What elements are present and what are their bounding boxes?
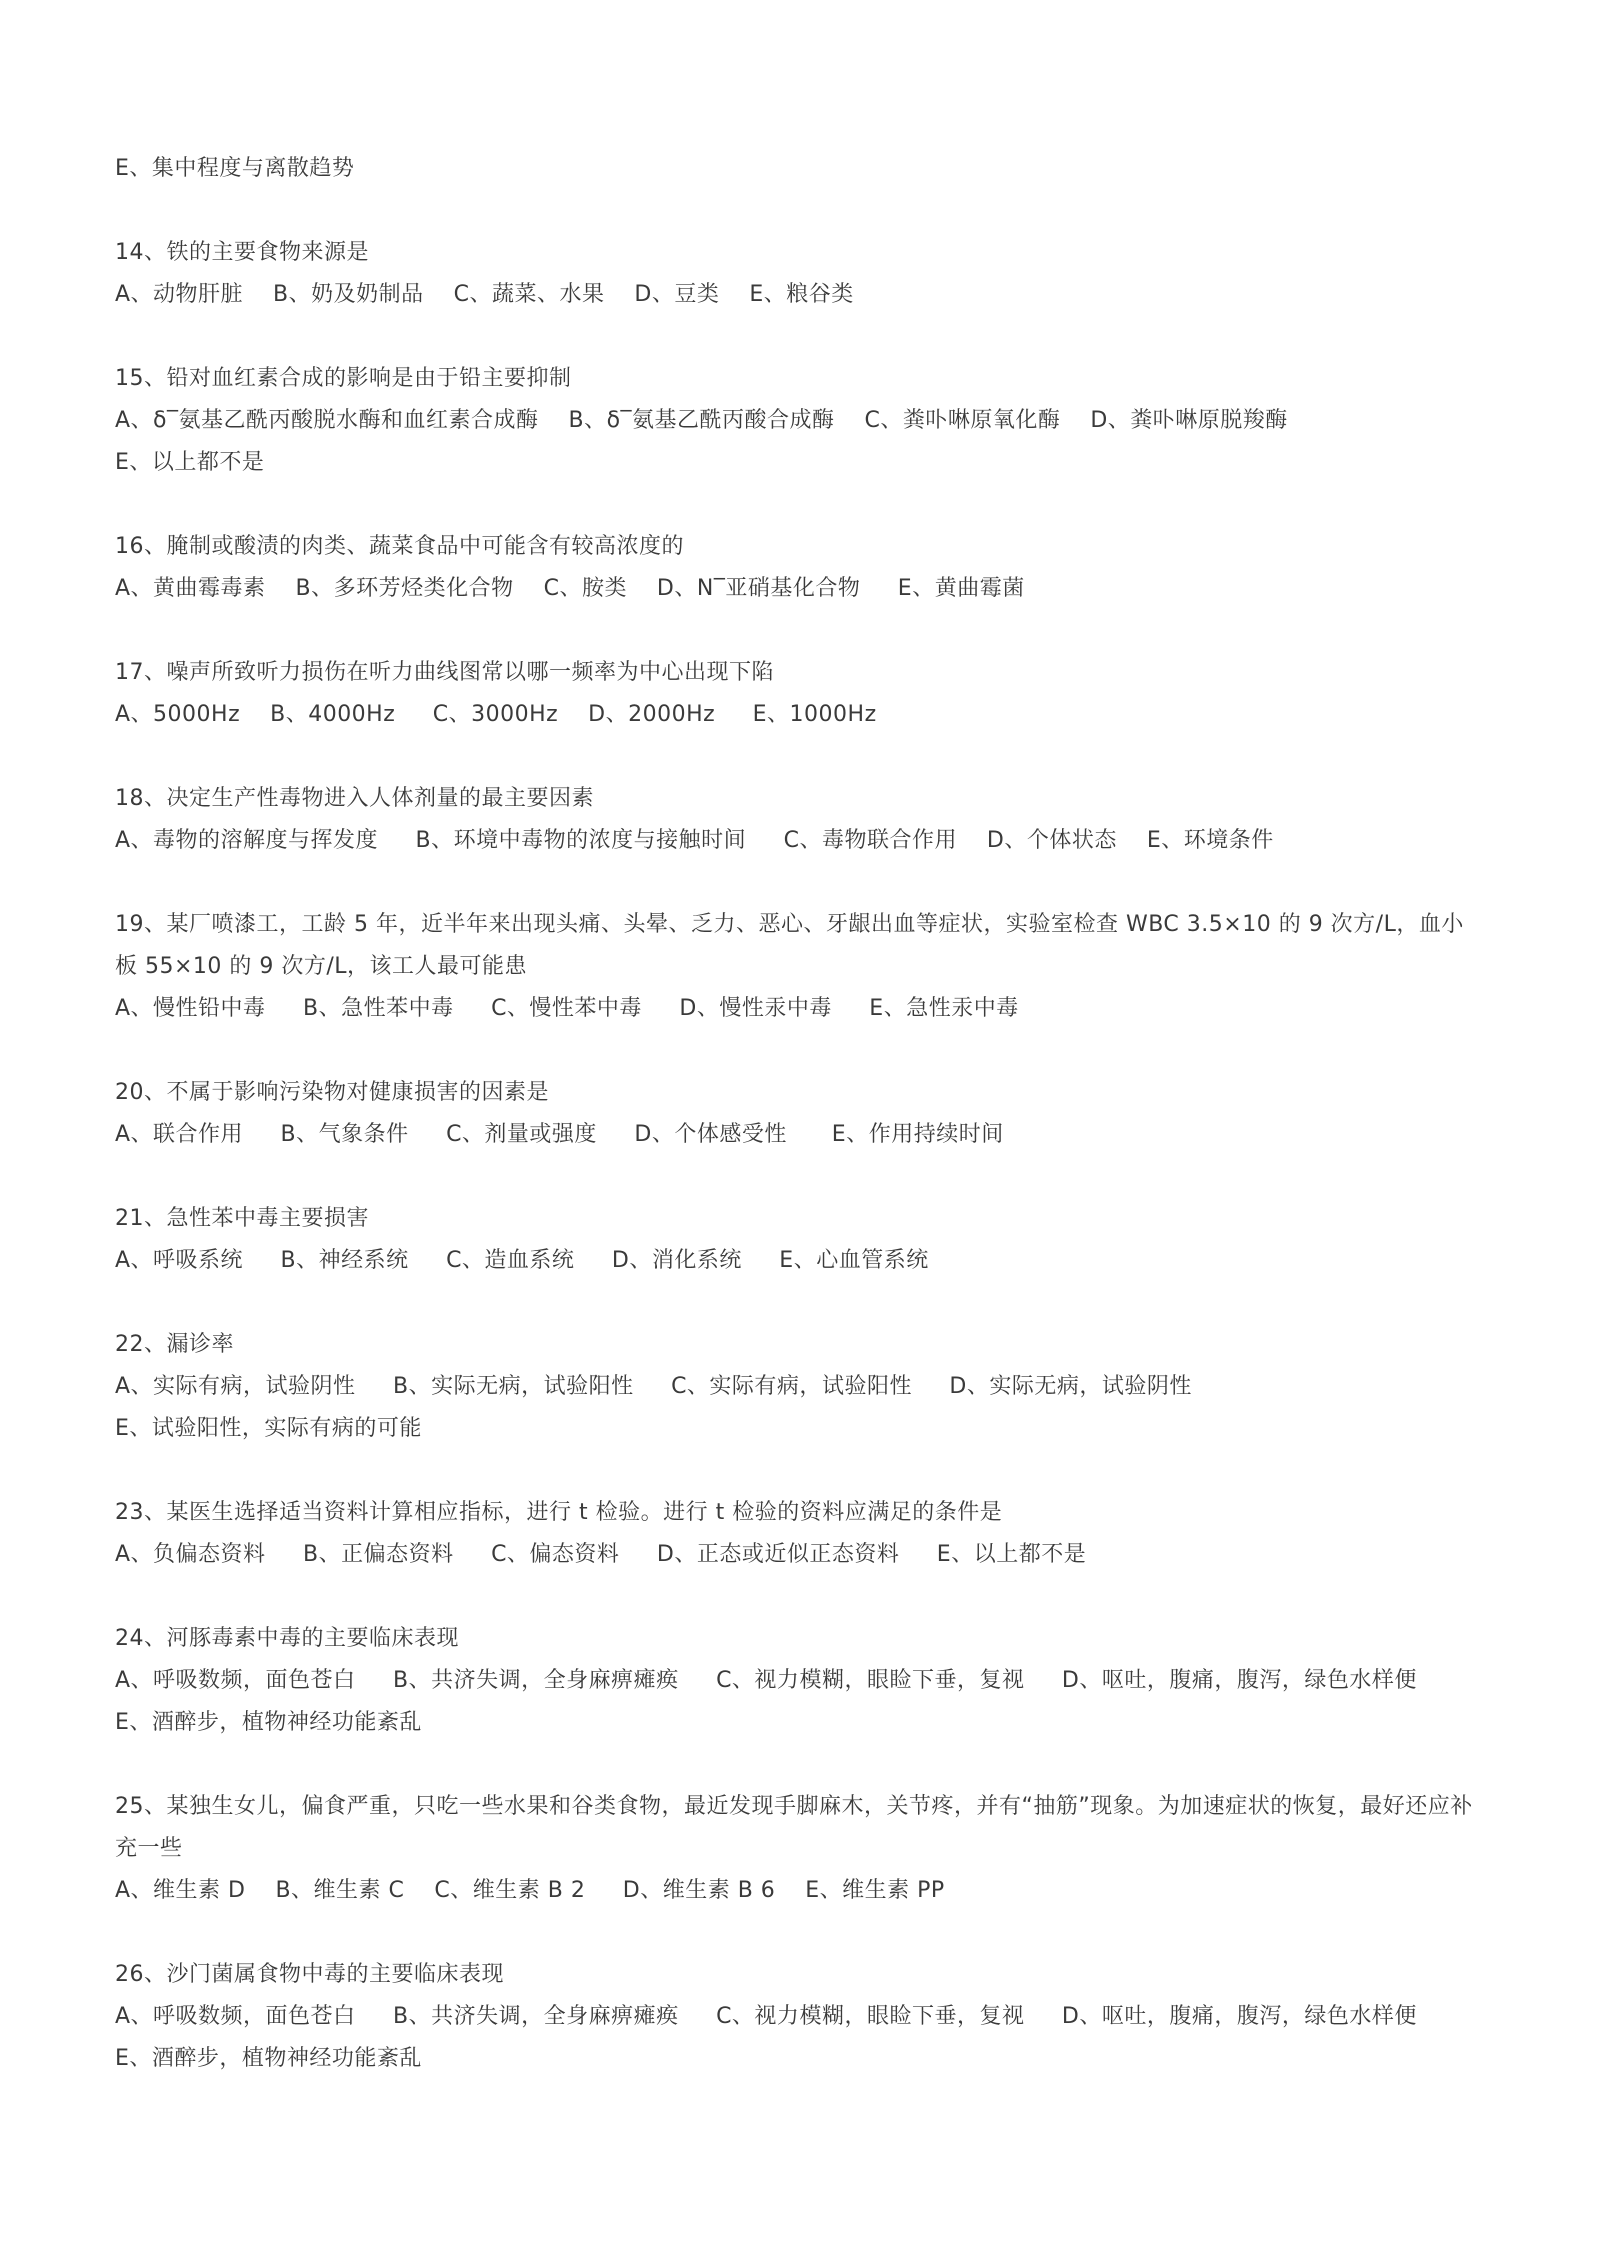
question-block (115, 904, 1495, 1030)
question-block (115, 1324, 1495, 1450)
question-block (115, 778, 1495, 862)
question-stem: 19、某厂喷漆工，工龄 5 年，近半年来出现头痛、头晕、乏力、恶心、牙龈出血等症状，实验室检查 WBC 3.5×10 的 9 次方/L，血小板 55×10 的 9 次方/L，该工人最可能患 (115, 912, 1464, 979)
answer-options-line: E、酒醉步，植物神经功能紊乱 (115, 1710, 422, 1735)
answer-options-line: A、毒物的溶解度与挥发度 B、环境中毒物的浓度与接触时间 C、毒物联合作用 D、个体状态 E、环境条件 (115, 828, 1274, 853)
document-page (115, 148, 1495, 2080)
question-stem: 17、噪声所致听力损伤在听力曲线图常以哪一频率为中心出现下陷 (115, 660, 774, 685)
question-stem: 22、漏诊率 (115, 1332, 234, 1357)
question-stem: 20、不属于影响污染物对健康损害的因素是 (115, 1080, 549, 1105)
answer-options-line: A、黄曲霉毒素 B、多环芳烃类化合物 C、胺类 D、N‾亚硝基化合物 E、黄曲霉菌 (115, 576, 1025, 601)
question-block (115, 1072, 1495, 1156)
answer-options-line: A、呼吸系统 B、神经系统 C、造血系统 D、消化系统 E、心血管系统 (115, 1248, 929, 1273)
answer-options-line: A、δ‾氨基乙酰丙酸脱水酶和血红素合成酶 B、δ‾氨基乙酰丙酸合成酶 C、粪卟啉原氧化酶 D、粪卟啉原脱羧酶 (115, 408, 1288, 433)
lead-option-line: E、集中程度与离散趋势 (115, 156, 355, 181)
question-stem: 15、铅对血红素合成的影响是由于铅主要抑制 (115, 366, 572, 391)
question-block (115, 1618, 1495, 1744)
question-block (115, 1492, 1495, 1576)
question-stem: 23、某医生选择适当资料计算相应指标，进行 t 检验。进行 t 检验的资料应满足的条件是 (115, 1500, 1003, 1525)
question-block (115, 1198, 1495, 1282)
question-block (115, 526, 1495, 610)
question-block (115, 358, 1495, 484)
answer-options-line: A、负偏态资料 B、正偏态资料 C、偏态资料 D、正态或近似正态资料 E、以上都不是 (115, 1542, 1087, 1567)
answer-options-line: A、慢性铅中毒 B、急性苯中毒 C、慢性苯中毒 D、慢性汞中毒 E、急性汞中毒 (115, 996, 1019, 1021)
question-list (115, 232, 1495, 2080)
answer-options-line: E、以上都不是 (115, 450, 265, 475)
answer-options-line: A、5000Hz B、4000Hz C、3000Hz D、2000Hz E、1000Hz (115, 702, 877, 727)
answer-options-line: A、呼吸数频，面色苍白 B、共济失调，全身麻痹瘫痪 C、视力模糊，眼睑下垂，复视 D、呕吐，腹痛，腹泻，绿色水样便 (115, 1668, 1417, 1693)
question-stem: 21、急性苯中毒主要损害 (115, 1206, 369, 1231)
question-stem: 24、河豚毒素中毒的主要临床表现 (115, 1626, 459, 1651)
answer-options-line: E、试验阳性，实际有病的可能 (115, 1416, 422, 1441)
question-block (115, 1954, 1495, 2080)
question-block (115, 232, 1495, 316)
question-stem: 25、某独生女儿，偏食严重，只吃一些水果和谷类食物，最近发现手脚麻木，关节疼，并有“抽筋”现象。为加速症状的恢复，最好还应补充一些 (115, 1794, 1473, 1861)
question-stem: 18、决定生产性毒物进入人体剂量的最主要因素 (115, 786, 594, 811)
answer-options-line: E、酒醉步，植物神经功能紊乱 (115, 2046, 422, 2071)
answer-options-line: A、实际有病，试验阴性 B、实际无病，试验阳性 C、实际有病，试验阳性 D、实际无病，试验阴性 (115, 1374, 1192, 1399)
answer-options-line: A、动物肝脏 B、奶及奶制品 C、蔬菜、水果 D、豆类 E、粮谷类 (115, 282, 854, 307)
question-stem: 16、腌制或酸渍的肉类、蔬菜食品中可能含有较高浓度的 (115, 534, 684, 559)
question-stem: 14、铁的主要食物来源是 (115, 240, 369, 265)
question-block (115, 1786, 1495, 1912)
question-stem: 26、沙门菌属食物中毒的主要临床表现 (115, 1962, 504, 1987)
answer-options-line: A、呼吸数频，面色苍白 B、共济失调，全身麻痹瘫痪 C、视力模糊，眼睑下垂，复视 D、呕吐，腹痛，腹泻，绿色水样便 (115, 2004, 1417, 2029)
question-block (115, 652, 1495, 736)
answer-options-line: A、联合作用 B、气象条件 C、剂量或强度 D、个体感受性 E、作用持续时间 (115, 1122, 1004, 1147)
answer-options-line: A、维生素 D B、维生素 C C、维生素 B 2 D、维生素 B 6 E、维生素 PP (115, 1878, 945, 1903)
